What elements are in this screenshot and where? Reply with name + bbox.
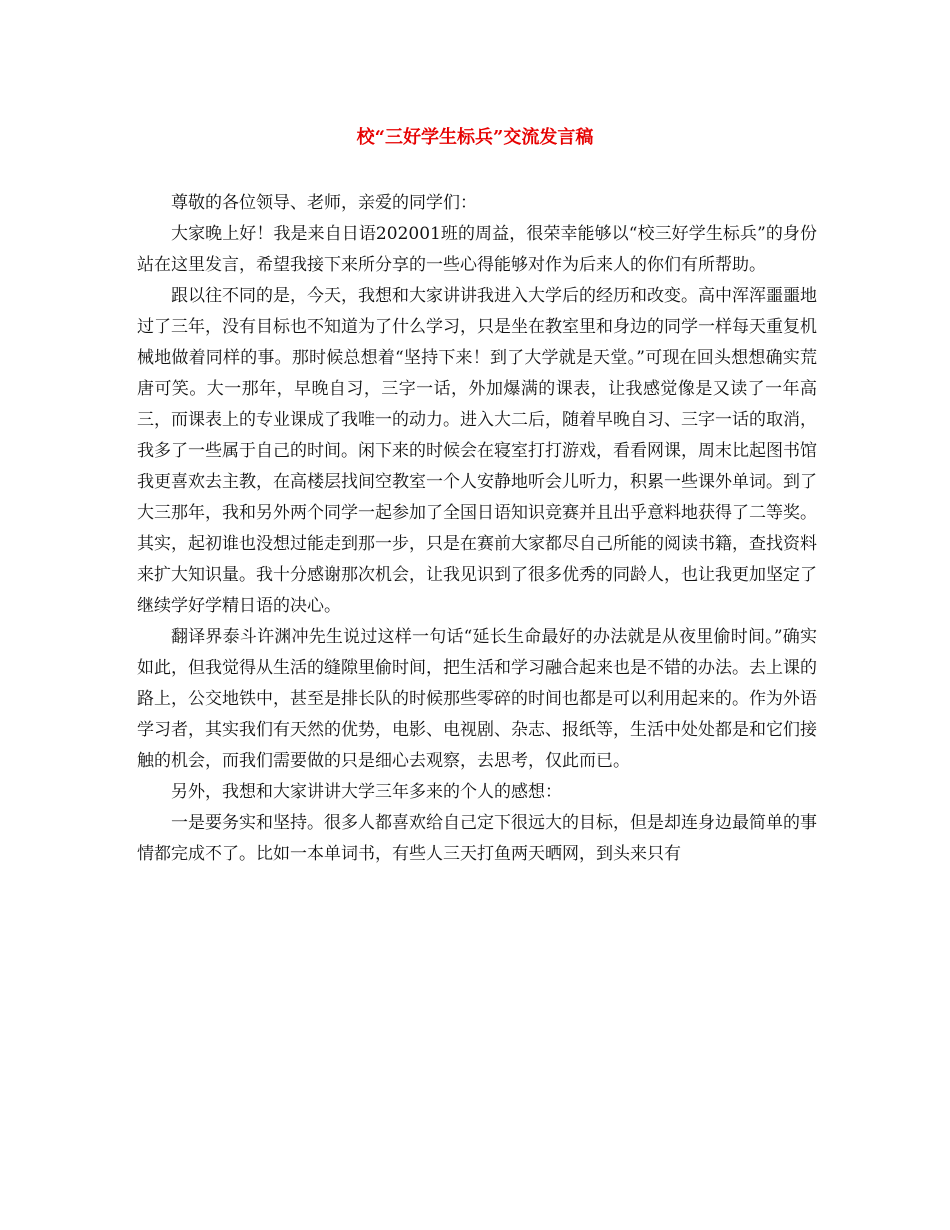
paragraph-experience: 跟以往不同的是，今天，我想和大家讲讲我进入大学后的经历和改变。高中浑浑噩噩地过了三年，没有目标也不知道为了什么学习，只是坐在教室里和身边的同学一样每天重复机械地做着同样的事。那时候总想着“坚持下来！到了大学就是天堂。”可现在回头想想确实荒唐可笑。大一那年，早晚自习，三字一话，外加爆满的课表，让我感觉像是又读了一年高三，而课表上的专业课成了我唯一的动力。进入大二后，随着早晚自习、三字一话的取消，我多了一些属于自己的时间。闲下来的时候会在寝室打打游戏，看看网课，周末比起图书馆我更喜欢去主教，在高楼层找间空教室一个人安静地听会儿听力，积累一些课外单词。到了大三那年，我和另外两个同学一起参加了全国日语知识竞赛并且出乎意料地获得了二等奖。其实，起初谁也没想过能走到那一步，只是在赛前大家都尽自己所能的阅读书籍，查找资料来扩大知识量。我十分感谢那次机会，让我见识到了很多优秀的同龄人，也让我更加坚定了继续学好学精日语的决心。 — [137, 286, 817, 616]
paragraph-time: 翻译界泰斗许渊冲先生说过这样一句话“延长生命最好的办法就是从夜里偷时间。”确实如此，但我觉得从生活的缝隙里偷时间，把生活和学习融合起来也是不错的办法。去上课的路上，公交地铁中，甚至是排长队的时候那些零碎的时间也都是可以利用起来的。作为外语学习者，其实我们有天然的优势，电影、电视剧、杂志、报纸等，生活中处处都是和它们接触的机会，而我们需要做的只是细心去观察，去思考，仅此而已。 — [137, 627, 817, 771]
paragraph-salutation: 尊敬的各位领导、老师，亲爱的同学们： — [171, 193, 477, 213]
paragraph-point-one: 一是要务实和坚持。很多人都喜欢给自己定下很远大的目标，但是却连身边最简单的事情都完成不了。比如一本单词书，有些人三天打鱼两天晒网，到头来只有 — [137, 813, 817, 864]
paragraph-greeting: 大家晚上好！我是来自日语202001班的周益，很荣幸能够以“校三好学生标兵”的身份站在这里发言，希望我接下来所分享的一些心得能够对作为后来人的你们有所帮助。 — [137, 224, 817, 275]
paragraph-thoughts-intro: 另外，我想和大家讲讲大学三年多来的个人的感想： — [171, 782, 562, 802]
document-title: 校“三好学生标兵”交流发言稿 — [356, 127, 594, 148]
document-body — [137, 188, 817, 870]
